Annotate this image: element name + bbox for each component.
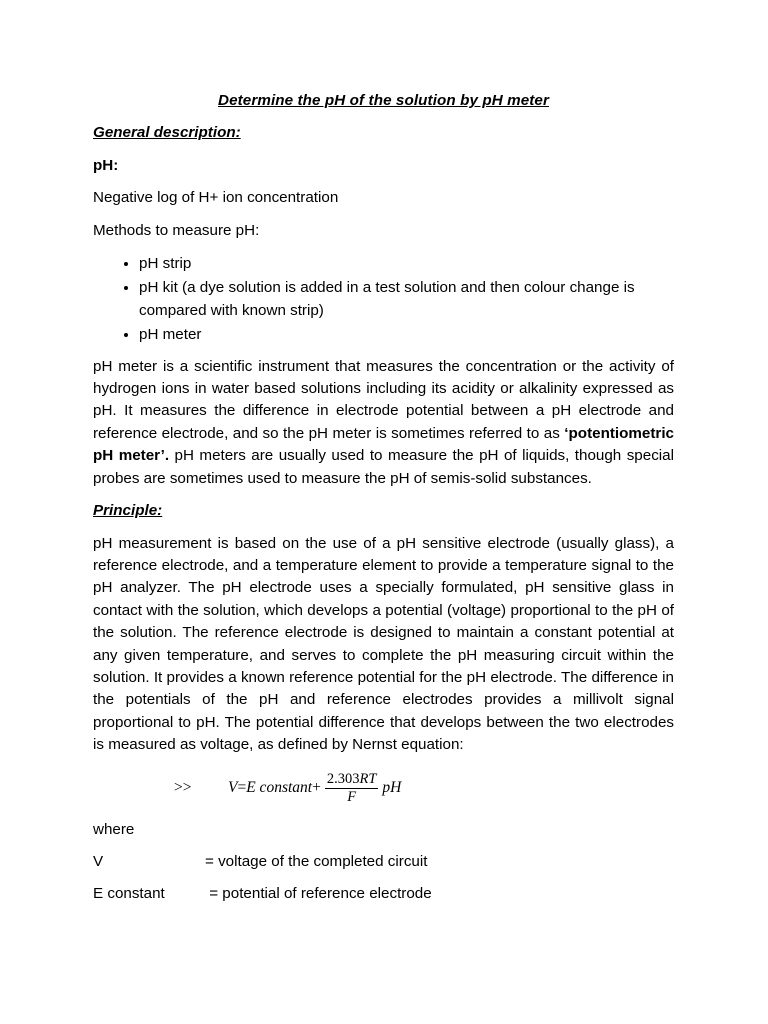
equation-e-constant: E constant <box>246 779 313 797</box>
equation-plus: + <box>312 779 321 797</box>
equation-lhs: V <box>228 779 238 797</box>
numerator-value: 2.303 <box>326 771 360 788</box>
methods-label: Methods to measure pH: <box>93 221 260 239</box>
principle-paragraph: pH measurement is based on the use of a pH sensitive electrode (usually glass), a reference electrode, and a temperature element to provide a temperature signal to the pH analyzer. The pH electrode uses a specially formulated, pH sensitive glass in contact with the solution, which develops a potential (voltage) proportional to the pH of the solution. The reference electrode is designed to maintain a constant potential at any given temperature, and serves to complete the pH measuring circuit within the solution. It provides a known reference potential for the pH electrode. The difference in the potentials of the pH and reference electrodes provides a millivolt signal proportional to pH. The potential difference that develops between the two electrodes is measured as voltage, as defined by Nernst equation: <box>93 534 674 754</box>
definition-term: V <box>93 852 104 870</box>
definition-description: = voltage of the completed circuit <box>205 852 428 870</box>
definition-term: E constant <box>93 885 165 903</box>
potentiometric-term: ‘potentiometric pH meter’. <box>93 424 674 465</box>
document-body <box>93 90 674 916</box>
equation-arrow: >> <box>174 778 192 796</box>
definition-row <box>93 883 674 905</box>
paragraph-text-before: pH meter is a scientific instrument that measures the concentration or the activity of hydrogen ions in water based solutions including its acidity or alkalinity expressed as pH. It measures the difference in electrode potential between a pH electrode and reference electrode, and so the pH meter is sometimes referred to as <box>93 357 674 442</box>
equation-body <box>228 767 401 811</box>
equation-fraction <box>325 771 379 806</box>
ph-definition: Negative log of H+ ion concentration <box>93 189 339 207</box>
principle-heading: Principle: <box>93 502 163 520</box>
list-item: • pH meter <box>139 323 674 346</box>
nernst-equation <box>93 767 674 811</box>
ph-label: pH: <box>93 156 119 174</box>
list-item: • pH kit (a dye solution is added in a test solution and then colour change is compared with known strip) <box>139 276 674 322</box>
numerator-vars: RT <box>359 771 377 788</box>
paragraph-text-after: pH meters are usually used to measure the pH of liquids, though special probes are sometimes used to measure the pH of semis-solid substances. <box>93 447 674 487</box>
page-title: Determine the pH of the solution by pH meter <box>218 92 549 109</box>
methods-list <box>93 252 674 347</box>
fraction-denominator: F <box>347 789 357 806</box>
equation-suffix: pH <box>382 779 402 797</box>
fraction-numerator <box>325 771 379 789</box>
list-item: • pH strip <box>139 252 674 275</box>
equation-equals: = <box>237 779 247 797</box>
where-label: where <box>93 820 135 838</box>
ph-meter-paragraph <box>93 356 674 490</box>
definition-description: = potential of reference electrode <box>205 885 432 903</box>
definition-row <box>93 851 674 873</box>
general-description-heading: General description: <box>93 124 241 142</box>
